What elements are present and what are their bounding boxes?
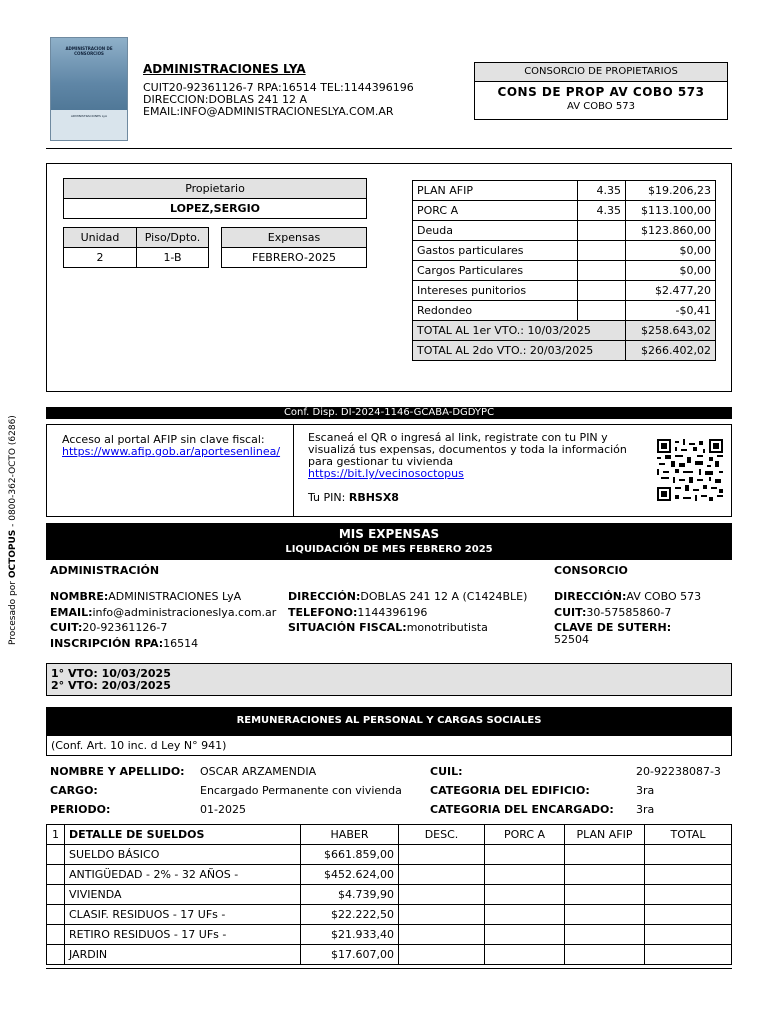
expensas-table (221, 227, 367, 268)
amount-row (413, 201, 716, 221)
employee-labels-2: CUIL: CATEGORIA DEL EDIFICIO: CATEGORIA DEL ENCARGADO: (430, 765, 614, 816)
salary-row (47, 925, 732, 945)
amount-pct: 4.35 (578, 181, 626, 201)
salary-concept: CLASIF. RESIDUOS - 17 UFs - (65, 905, 301, 925)
salary-table (46, 824, 732, 965)
consorcio-box-label: CONSORCIO DE PROPIETARIOS (475, 63, 727, 82)
amount-row (413, 241, 716, 261)
amount-pct (578, 281, 626, 301)
amount-value: $19.206,23 (626, 181, 716, 201)
amount-label: Redondeo (413, 301, 578, 321)
salary-haber: $21.933,40 (301, 925, 399, 945)
company-address-line: DIRECCION:DOBLAS 241 12 A (143, 93, 308, 106)
admin-heading: ADMINISTRACIÓN (50, 564, 160, 577)
amount-value: -$0,41 (626, 301, 716, 321)
mis-expensas-subtitle: LIQUIDACIÓN DE MES FEBRERO 2025 (285, 544, 493, 555)
amount-label: PLAN AFIP (413, 181, 578, 201)
employee-cuil: 20-92238087-3 (636, 765, 721, 778)
salary-index: 1 (47, 825, 65, 845)
building-category: 3ra (636, 784, 655, 797)
pin-line (308, 492, 648, 504)
salary-header-detalle: DETALLE DE SUELDOS (65, 825, 301, 845)
salary-concept: RETIRO RESIDUOS - 17 UFs - (65, 925, 301, 945)
salary-row (47, 905, 732, 925)
admin-situacion: monotributista (406, 621, 488, 634)
salary-concept: ANTIGÜEDAD - 2% - 32 AÑOS - (65, 865, 301, 885)
salary-row (47, 865, 732, 885)
disposition-banner: Conf. Disp. DI-2024-1146-GCABA-DGDYPC (46, 407, 732, 419)
total-value: $258.643,02 (626, 321, 716, 341)
total-label: TOTAL AL 2do VTO.: 20/03/2025 (413, 341, 626, 361)
qr-code-icon[interactable] (657, 439, 723, 501)
amount-pct: 4.35 (578, 201, 626, 221)
vecinos-link[interactable]: https://bit.ly/vecinosoctopus (308, 467, 464, 480)
consorcio-heading: CONSORCIO (554, 564, 628, 577)
salary-haber: $17.607,00 (301, 945, 399, 965)
amount-value: $0,00 (626, 241, 716, 261)
salary-concept: SUELDO BÁSICO (65, 845, 301, 865)
admin-telefono: 1144396196 (357, 605, 428, 619)
admin-rpa: 16514 (163, 636, 199, 650)
employee-values (200, 762, 402, 819)
company-logo (50, 37, 128, 141)
logo-bottom-text: ADMINISTRACIONES LyA (70, 114, 108, 118)
afip-access (62, 434, 287, 458)
salary-haber: $661.859,00 (301, 845, 399, 865)
amount-value: $123.860,00 (626, 221, 716, 241)
consorcio-suterh: 52504 (554, 633, 589, 646)
octopus-brand: OCTOPUS (8, 529, 18, 579)
salary-header-plan-afip: PLAN AFIP (565, 825, 645, 845)
pin-value: RBHSX8 (348, 491, 399, 504)
consorcio-cuit: 30-57585860-7 (586, 605, 672, 619)
amount-value: $113.100,00 (626, 201, 716, 221)
unidad-value: 2 (64, 248, 137, 268)
logo-bottom-band (51, 110, 127, 140)
consorcio-box-address: AV COBO 573 (567, 101, 635, 112)
amount-row (413, 221, 716, 241)
amount-row (413, 181, 716, 201)
employee-values-2 (636, 762, 721, 819)
amount-label: Gastos particulares (413, 241, 578, 261)
salary-row (47, 945, 732, 965)
mis-expensas-header (46, 523, 732, 560)
salary-row (47, 885, 732, 905)
owner-label: Propietario (64, 179, 367, 199)
pin-label: Tu PIN: (308, 491, 346, 504)
consorcio-details: DIRECCIÓN:AV COBO 573 CUIT:30-57585860-7 CLAVE DE SUTERH: 52504 (554, 590, 702, 646)
piso-value: 1-B (137, 248, 209, 268)
consorcio-direccion: AV COBO 573 (626, 590, 702, 603)
mis-expensas-title: MIS EXPENSAS (338, 527, 440, 541)
amount-row (413, 281, 716, 301)
amount-label: Deuda (413, 221, 578, 241)
salary-haber: $452.624,00 (301, 865, 399, 885)
employee-cargo: Encargado Permanente con vivienda (200, 784, 402, 797)
total-value: $266.402,02 (626, 341, 716, 361)
processed-by-text: Procesado por OCTOPUS - 0800-362-OCTO (6286) (8, 415, 18, 645)
amount-pct (578, 261, 626, 281)
amount-value: $2.477,20 (626, 281, 716, 301)
company-email-line: EMAIL:INFO@ADMINISTRACIONESLYA.COM.AR (143, 105, 394, 118)
remuneraciones-header: REMUNERACIONES AL PERSONAL Y CARGAS SOCIALES (46, 707, 732, 735)
amounts-table (412, 180, 716, 361)
consorcio-box (474, 62, 728, 120)
company-name: ADMINISTRACIONES LYA (143, 62, 306, 76)
expensas-value: FEBRERO-2025 (222, 248, 367, 268)
company-cuit-line: CUIT20-92361126-7 RPA:16514 TEL:1144396196 (143, 81, 414, 94)
admin-details-2: DIRECCIÓN:DOBLAS 241 12 A (C1424BLE) TELEFONO:1144396196 SITUACIÓN FISCAL:monotributista (288, 590, 528, 634)
afip-text: Acceso al portal AFIP sin clave fiscal: (62, 433, 265, 446)
salary-header-desc: DESC. (399, 825, 485, 845)
salary-haber: $4.739,90 (301, 885, 399, 905)
consorcio-box-name: CONS DE PROP AV COBO 573 (497, 85, 705, 99)
amount-label: Intereses punitorios (413, 281, 578, 301)
expensas-label: Expensas (222, 228, 367, 248)
amount-label: PORC A (413, 201, 578, 221)
vto-line-2: 2° VTO: 20/03/2025 (51, 679, 171, 692)
unit-table (63, 227, 209, 268)
vto-line-1: 1° VTO: 10/03/2025 (51, 667, 171, 680)
employee-category: 3ra (636, 803, 655, 816)
employee-periodo: 01-2025 (200, 803, 246, 816)
salary-row (47, 845, 732, 865)
owner-name: LOPEZ,SERGIO (64, 199, 367, 219)
total-row (413, 341, 716, 361)
total-row (413, 321, 716, 341)
salary-header-total: TOTAL (645, 825, 732, 845)
amount-row (413, 301, 716, 321)
access-divider (293, 424, 294, 517)
amount-value: $0,00 (626, 261, 716, 281)
admin-details: NOMBRE:ADMINISTRACIONES LyA EMAIL:info@administracioneslya.com.ar CUIT:20-92361126-7 INSCRIPCIÓN RPA:16514 (50, 590, 277, 650)
remuneraciones-note: (Conf. Art. 10 inc. d Ley N° 941) (46, 735, 732, 756)
total-label: TOTAL AL 1er VTO.: 10/03/2025 (413, 321, 626, 341)
qr-info (308, 432, 648, 504)
admin-cuit: 20-92361126-7 (82, 621, 168, 634)
afip-link[interactable]: https://www.afip.gob.ar/aportesenlinea/ (62, 445, 281, 458)
amount-pct (578, 301, 626, 321)
qr-info-text: Escaneá el QR o ingresá al link, registrate con tu PIN y visualizá tus expensas, documentos y toda la información para gestionar tu vivienda (308, 431, 627, 468)
vto-box (46, 663, 732, 696)
amount-pct (578, 241, 626, 261)
amount-pct (578, 221, 626, 241)
amount-row (413, 261, 716, 281)
admin-email: info@administracioneslya.com.ar (92, 605, 277, 619)
admin-nombre: ADMINISTRACIONES LyA (108, 590, 242, 603)
salary-concept: JARDIN (65, 945, 301, 965)
salary-concept: VIVIENDA (65, 885, 301, 905)
salary-header-haber: HABER (301, 825, 399, 845)
salary-haber: $22.222,50 (301, 905, 399, 925)
unidad-label: Unidad (64, 228, 137, 248)
owner-table (63, 178, 367, 219)
header-divider (46, 148, 732, 149)
admin-direccion: DOBLAS 241 12 A (C1424BLE) (360, 590, 528, 603)
piso-label: Piso/Dpto. (137, 228, 209, 248)
employee-nombre: OSCAR ARZAMENDIA (200, 765, 317, 778)
employee-labels: NOMBRE Y APELLIDO: CARGO: PERIODO: (50, 765, 185, 816)
logo-top-text: ADMINISTRACION DE CONSORCIOS (65, 46, 113, 56)
salary-header-porc-a: PORC A (485, 825, 565, 845)
footer-divider (46, 968, 732, 969)
amount-label: Cargos Particulares (413, 261, 578, 281)
